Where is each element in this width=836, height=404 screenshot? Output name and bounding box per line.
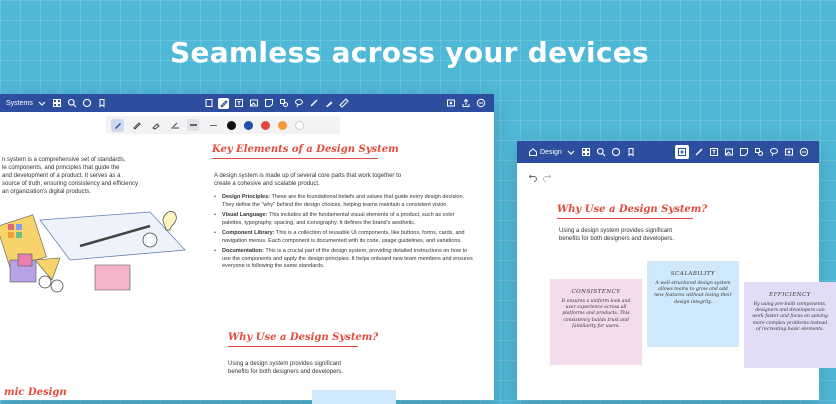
why-line: Using a design system provides significant xyxy=(228,361,342,367)
paragraph-line: le components, and principles that guide the xyxy=(2,165,120,171)
why-line: benefits for both designers and developers. xyxy=(559,236,675,242)
pencil-icon[interactable] xyxy=(308,98,319,109)
chevron-down-icon[interactable] xyxy=(566,147,577,158)
pen-tool-icon[interactable] xyxy=(675,145,689,159)
share-icon[interactable] xyxy=(82,98,93,109)
pencil-icon[interactable] xyxy=(693,147,704,158)
color-swatch-black[interactable] xyxy=(227,121,236,130)
lasso-icon[interactable] xyxy=(768,147,779,158)
intro-line: A design system is made up of several core parts that work together to xyxy=(214,173,402,179)
shape-icon[interactable] xyxy=(753,147,764,158)
sticky-note-consistency[interactable] xyxy=(550,279,642,365)
home-icon[interactable] xyxy=(527,147,538,158)
highlighter-icon[interactable] xyxy=(149,119,162,132)
shape-icon[interactable] xyxy=(278,98,289,109)
bottom-heading-fragment: mic Design xyxy=(4,387,67,398)
list-item: • Visual Language: This includes all the fundamental visual elements of a product, such as color palettes, typography, spacing, and iconography. It defines the brand's aesthetic. xyxy=(214,212,476,227)
why-heading: Why Use a Design System? xyxy=(557,204,708,215)
document-title[interactable]: Systems xyxy=(6,99,33,107)
sticky-note-peek xyxy=(312,390,396,404)
paragraph-line: and development of a product. It serves as a xyxy=(2,173,121,179)
app-toolbar xyxy=(517,141,819,163)
list-item: • Design Principles: These are the foundational beliefs and values that guide every design decision. They define the "why" behind the design choices, helping teams maintain a consistent vision. xyxy=(214,194,476,209)
note-title: CONSISTENCY xyxy=(571,289,621,295)
bookmark-icon[interactable] xyxy=(626,147,637,158)
eraser-icon[interactable] xyxy=(168,119,181,132)
more-icon[interactable] xyxy=(798,147,809,158)
share-icon[interactable] xyxy=(611,147,622,158)
heading-underline xyxy=(212,158,378,159)
undo-icon[interactable] xyxy=(527,171,538,182)
fountain-pen-icon[interactable] xyxy=(111,119,124,132)
tablet-large xyxy=(0,94,494,400)
ballpoint-icon[interactable] xyxy=(130,119,143,132)
note-body: A well-structured design system allows teams to grow and add new features without losing their design integrity. xyxy=(654,281,732,305)
key-elements-list xyxy=(214,194,476,274)
design-tools-illustration xyxy=(0,190,200,296)
sticky-note-efficiency[interactable] xyxy=(744,282,836,368)
grid-icon[interactable] xyxy=(581,147,592,158)
pen-toolbar xyxy=(106,116,340,134)
app-toolbar xyxy=(0,94,494,112)
intro-line: create a cohesive and scalable product. xyxy=(214,181,320,187)
ruler-icon[interactable] xyxy=(338,98,349,109)
image-icon[interactable] xyxy=(248,98,259,109)
lasso-icon[interactable] xyxy=(293,98,304,109)
headline: Seamless across your devices xyxy=(169,36,650,69)
list-item: • Documentation: This is a crucial part of the design system, providing detailed instructions on how to use the components and apply the design principles. It helps onboard new team members and ensures everyone is following the same standards. xyxy=(214,248,476,271)
heading-underline xyxy=(557,218,693,219)
photo-icon[interactable] xyxy=(783,147,794,158)
paragraph-line: n system is a comprehensive set of standards, xyxy=(2,157,126,163)
color-swatch-red[interactable] xyxy=(261,121,270,130)
sticker-icon[interactable] xyxy=(263,98,274,109)
key-elements-heading: Key Elements of a Design System xyxy=(212,144,399,155)
search-icon[interactable] xyxy=(596,147,607,158)
intro-paragraph xyxy=(214,172,484,188)
redo-icon[interactable] xyxy=(541,171,552,182)
sticky-note-scalability[interactable] xyxy=(647,261,739,347)
color-swatch-white[interactable] xyxy=(295,121,304,130)
note-title: SCALABILITY xyxy=(670,271,716,277)
stroke-thick-option[interactable] xyxy=(187,119,199,131)
pen-tool-icon[interactable] xyxy=(218,98,229,109)
why-paragraph xyxy=(559,227,779,243)
image-icon[interactable] xyxy=(723,147,734,158)
why-paragraph xyxy=(228,360,468,376)
stroke-thin-option[interactable] xyxy=(207,119,219,131)
bookmark-icon[interactable] xyxy=(97,98,108,109)
search-icon[interactable] xyxy=(67,98,78,109)
tablet-small xyxy=(517,141,828,400)
photo-icon[interactable] xyxy=(445,98,456,109)
export-icon[interactable] xyxy=(460,98,471,109)
text-icon[interactable] xyxy=(708,147,719,158)
why-line: Using a design system provides significant xyxy=(559,228,673,234)
color-swatch-blue[interactable] xyxy=(244,121,253,130)
why-heading: Why Use a Design System? xyxy=(228,332,379,343)
marker-icon[interactable] xyxy=(323,98,334,109)
why-line: benefits for both designers and developers. xyxy=(228,369,344,375)
chevron-down-icon[interactable] xyxy=(37,98,48,109)
document-title[interactable]: Design xyxy=(540,148,562,156)
heading-underline xyxy=(228,346,358,347)
sticker-icon[interactable] xyxy=(738,147,749,158)
color-swatch-orange[interactable] xyxy=(278,121,287,130)
page-icon[interactable] xyxy=(203,98,214,109)
grid-icon[interactable] xyxy=(52,98,63,109)
list-item: • Component Library: This is a collection of reusable UI components, like buttons, forms, cards, and navigation menus. Each component is documented with its code, usage guidelines, and variations. xyxy=(214,230,476,245)
more-icon[interactable] xyxy=(475,98,486,109)
note-title: EFFICIENCY xyxy=(769,292,811,298)
paragraph-line: source of truth, ensuring consistency and efficiency xyxy=(2,181,138,187)
note-body: By using pre-built components, designers and developers can work faster and focus on solving more complex problems instead of recreating basic elements. xyxy=(752,302,828,332)
note-body: It ensures a uniform look and user experience across all platforms and products. This consistency builds trust and familiarity for users. xyxy=(561,299,631,329)
paragraph-line: an organization's digital products. xyxy=(2,189,91,195)
text-icon[interactable] xyxy=(233,98,244,109)
